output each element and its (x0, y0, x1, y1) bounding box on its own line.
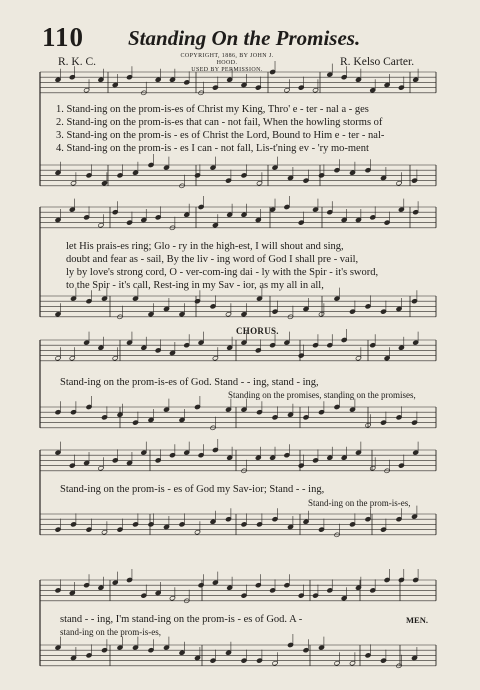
chorus-line-3: stand - - ing, I'm stand-ing on the prom-is - es of God. A - (60, 614, 303, 625)
verse-2-line-2: doubt and fear as - sail, By the liv - ing word of God I shall pre - vail, (66, 254, 359, 265)
hymn-title: Standing On the Promises. (128, 26, 361, 50)
verse-4-line-2: to the Spir - it's call, Rest-ing in my Sav - ior, as my all in all, (66, 280, 324, 291)
hymn-number: 110 (42, 22, 85, 52)
verse-3-line-2: ly by love's strong cord, O - ver-com-ing dai - ly with the Spir - it's sword, (66, 267, 379, 278)
verse-3-line-1: 3. Stand-ing on the prom-is - es of Christ the Lord, Bound to Him e - ter - nal- (56, 130, 385, 141)
verse-1-line-2: let His prais-es ring; Glo - ry in the high-est, I will shout and sing, (66, 241, 344, 252)
chorus-line-2: Stand-ing on the prom-is - es of God my Sav-ior; Stand - - ing, (60, 484, 325, 495)
verse-2-line-1: 2. Stand-ing on the prom-is-es that can - not fail, When the howling storms of (56, 117, 383, 128)
chorus-line-3-alto: stand-ing on the prom-is-es, (60, 627, 161, 637)
permission-line: USED BY PERMISSION. (191, 67, 263, 73)
verse-1-line-1: 1. Stand-ing on the prom-is-es of Christ my King, Thro' e - ter - nal a - ges (56, 104, 369, 115)
chorus-line-1-alto: Standing on the promises, standing on the promises, (228, 390, 416, 400)
amen-label: MEN. (406, 615, 428, 625)
composer-name: R. Kelso Carter. (340, 56, 415, 68)
chorus-line-2-alto: Stand-ing on the prom-is-es, (308, 498, 411, 508)
chorus-label: CHORUS. (236, 326, 279, 336)
chorus-line-1: Stand-ing on the prom-is-es of God. Stand - - ing, stand - ing, (60, 377, 319, 388)
verse-4-line-1: 4. Stand-ing on the prom-is - es I can - not fall, Lis-t'ning ev - 'ry mo-ment (56, 143, 369, 154)
lyricist-initials: R. K. C. (58, 56, 97, 68)
copyright-line: COPYRIGHT, 1886, BY JOHN J. HOOD. (180, 53, 274, 66)
